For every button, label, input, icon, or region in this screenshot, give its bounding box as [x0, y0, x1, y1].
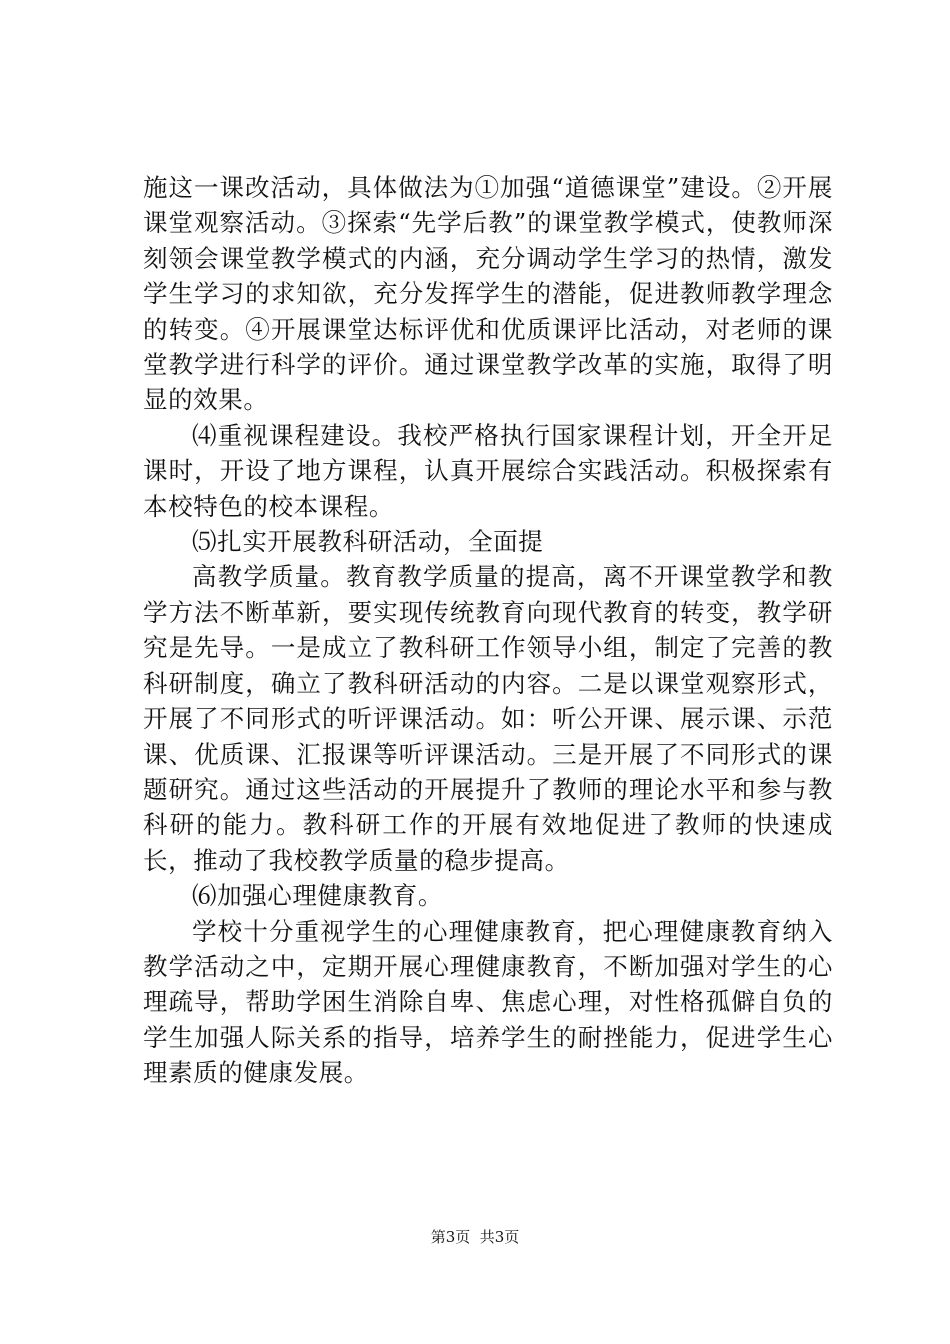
paragraph-research-body: 高教学质量。教育教学质量的提高，离不开课堂教学和教学方法不断革新，要实现传统教育向现代教育的转变，教学研究是先导。一是成立了教科研工作领导小组，制定了完善的教科研制度，确立了教科研活动的内容。二是以课堂观察形式，开展了不同形式的听评课活动。如：听公开课、展示课、示范课、优质课、汇报课等听评课活动。三是开展了不同形式的课题研究。通过这些活动的开展提升了教师的理论水平和参与教科研的能力。教科研工作的开展有效地促进了教师的快速成长，推动了我校教学质量的稳步提高。: [143, 562, 833, 875]
paragraph-mental-health-heading: ⑹加强心理健康教育。: [192, 881, 443, 911]
page-number-label: 第3页 共3页: [430, 1228, 520, 1246]
page-footer: [0, 1226, 950, 1247]
paragraph-curriculum-construction: ⑷重视课程建设。我校严格执行国家课程计划，开全开足课时，开设了地方课程，认真开展综合实践活动。积极探索有本校特色的校本课程。: [143, 420, 833, 521]
paragraph-curriculum-reform-continued: 施这一课改活动，具体做法为①加强“道德课堂”建设。②开展课堂观察活动。③探索“先学后教”的课堂教学模式，使教师深刻领会课堂教学模式的内涵，充分调动学生学习的热情，激发学生学习的求知欲，充分发挥学生的潜能，促进教师教学理念的转变。④开展课堂达标评优和优质课评比活动，对老师的课堂教学进行科学的评价。通过课堂教学改革的实施，取得了明显的效果。: [143, 173, 833, 415]
paragraph-mental-health-body: 学校十分重视学生的心理健康教育，把心理健康教育纳入教学活动之中，定期开展心理健康教育，不断加强对学生的心理疏导，帮助学困生消除自卑、焦虑心理，对性格孤僻自负的学生加强人际关系的指导，培养学生的耐挫能力，促进学生心理素质的健康发展。: [143, 916, 833, 1088]
document-body: [143, 170, 833, 1091]
paragraph-research-heading: ⑸扎实开展教科研活动，全面提: [192, 527, 544, 557]
